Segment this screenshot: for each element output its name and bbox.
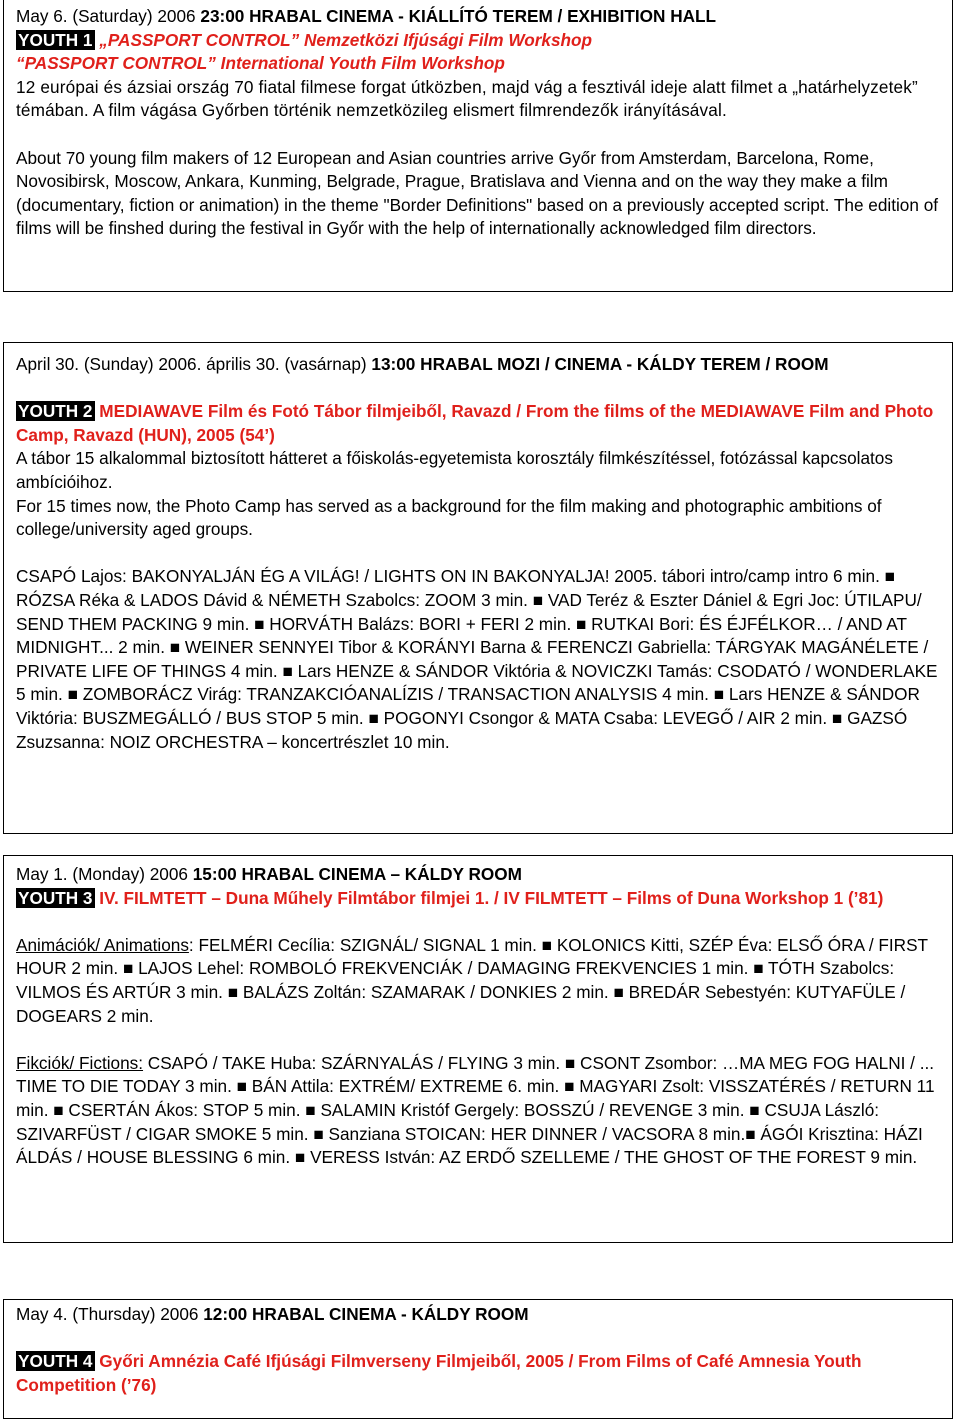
event-block-youth-3 bbox=[3, 855, 953, 1243]
event-time: 15:00 bbox=[192, 864, 237, 884]
event-date: May 6. (Saturday) 2006 bbox=[16, 6, 196, 26]
event-title: MEDIAWAVE Film és Fotó Tábor filmjeiből, Ravazd / From the films of the MEDIAWAVE Film and Photo Camp, Ravazd (HUN), 2005 (54’) bbox=[16, 401, 934, 445]
event-title: IV. FILMTETT – Duna Műhely Filmtábor filmjei 1. / IV FILMTETT – Films of Duna Workshop 1 (’81) bbox=[99, 887, 884, 908]
event-date: April 30. (Sunday) 2006. április 30. (vasárnap) bbox=[16, 354, 367, 374]
fictions-list: CSAPÓ / TAKE Huba: SZÁRNYALÁS / FLYING 3 min. ■ CSONT Zsombor: …MA MEG FOG HALNI / ... TIME TO DIE TODAY 3 min. ■ BÁN Attila: EXTRÉM/ EXTREME 6. min. ■ MAGYARI Zsolt: VISSZATÉRÉS / RETURN 11 min. ■ CSERTÁN Ákos: STOP 5 min. ■ SALAMIN Kristóf Gergely: BOSSZÚ / REVENGE 3 min. ■ CSUJA László: SZIVARFÜST / CIGAR SMOKE 5 min. ■ Sanziana STOICAN: HER DINNER / VACSORA 8 min.■ ÁGÓI Krisztina: HÁZI ÁLDÁS / HOUSE BLESSING 6 min. ■ VERESS István: AZ ERDŐ SZELLEME / THE GHOST OF THE FOREST 9 min. bbox=[16, 1052, 935, 1168]
animations-list: : FELMÉRI Cecília: SZIGNÁL/ SIGNAL 1 min. ■ KOLONICS Kitti, SZÉP Éva: ELSŐ ÓRA / FIRST HOUR 2 min. ■ LAJOS Lehel: ROMBOLÓ FREKVENCIÁK / DAMAGING FREKVENCIES 1 min. ■ TÓTH Szabolcs: VILMOS ÉS ARTÚR 3 min. ■ BALÁZS Zoltán: SZAMARAK / DONKIES 2 min. ■ BREDÁR Sebestyén: KUTYAFÜLE / DOGEARS 2 min. bbox=[16, 934, 928, 1026]
spacer bbox=[16, 377, 940, 401]
youth-tag: YOUTH 1 bbox=[18, 29, 93, 50]
event-date: May 4. (Thursday) 2006 bbox=[16, 1304, 199, 1324]
event-header bbox=[16, 863, 940, 887]
event-header bbox=[16, 5, 940, 29]
fictions-section bbox=[16, 1052, 940, 1170]
event-header bbox=[16, 353, 940, 377]
event-description-hu: 12 európai és ázsiai ország 70 fiatal filmese forgat útközben, majd vág a fesztivál ideje alatt filmet a „határhelyzetek” témában. A film vágása Győrben történik nemzetközileg elismert filmrendezők irányításával. bbox=[16, 76, 918, 121]
event-block-youth-1 bbox=[3, 0, 953, 292]
event-title-en: “PASSPORT CONTROL” International Youth Film Workshop bbox=[16, 53, 505, 74]
youth-tag: YOUTH 4 bbox=[18, 1351, 93, 1372]
event-venue: HRABAL CINEMA - KÁLDY ROOM bbox=[252, 1304, 529, 1324]
event-title-line bbox=[16, 1350, 940, 1397]
event-venue: HRABAL MOZI / CINEMA - KÁLDY TEREM / ROOM bbox=[420, 354, 829, 374]
event-title-line bbox=[16, 887, 940, 911]
event-description-en: About 70 young film makers of 12 European and Asian countries arrive Győr from Amsterdam, Barcelona, Rome, Novosibirsk, Moscow, Ankara, Kunming, Belgrade, Prague, Bratislava and Vienna and on the way they make a film (documentary, fiction or animation) in the theme "Border Definitions" based on a previously accepted script. The edition of films will be finshed during the festival in Győr with the help of internationally acknowledged film directors. bbox=[16, 147, 939, 239]
event-block-youth-4 bbox=[3, 1299, 953, 1419]
event-header bbox=[16, 1303, 940, 1327]
spacer bbox=[16, 1028, 940, 1052]
event-date: May 1. (Monday) 2006 bbox=[16, 864, 188, 884]
event-time: 13:00 bbox=[371, 354, 416, 374]
film-program: CSAPÓ Lajos: BAKONYALJÁN ÉG A VILÁG! / LIGHTS ON IN BAKONYALJA! 2005. tábori intro/camp intro 6 min. ■ RÓZSA Réka & LADOS Dávid & NÉMETH Szabolcs: ZOOM 3 min. ■ VAD Teréz & Eszter Dániel & Egri Joc: ÚTILAPU/ SEND THEM PACKING 9 min. ■ HORVÁTH Balázs: BORI + FERI 2 min. ■ RUTKAI Bori: ÉS ÉJFÉLKOR… / AND AT MIDNIGHT... 2 min. ■ WEINER SENNYEI Tibor & KORÁNYI Barna & FERENCZI Gabriella: TÁRGYAK MAGÁNÉLETE / PRIVATE LIFE OF THINGS 4 min. ■ Lars HENZE & SÁNDOR Viktória & NOVICZKI Tamás: CSODATÓ / WONDERLAKE 5 min. ■ ZOMBORÁCZ Virág: TRANZAKCIÓANALÍZIS / TRANSACTION ANALYSIS 4 min. ■ Lars HENZE & SÁNDOR Viktória: BUSZMEGÁLLÓ / BUS STOP 5 min. ■ POGONYI Csongor & MATA Csaba: LEVEGŐ / AIR 2 min. ■ GAZSÓ Zsuzsanna: NOIZ ORCHESTRA – koncertrészlet 10 min. bbox=[16, 566, 938, 752]
youth-tag: YOUTH 3 bbox=[18, 887, 93, 908]
event-time: 12:00 bbox=[203, 1304, 248, 1324]
fictions-label: Fikciók/ Fictions: bbox=[16, 1052, 144, 1073]
youth-tag: YOUTH 2 bbox=[18, 401, 93, 422]
event-venue: HRABAL CINEMA – KÁLDY ROOM bbox=[241, 864, 522, 884]
spacer bbox=[16, 542, 940, 566]
spacer bbox=[16, 1327, 940, 1351]
event-venue: HRABAL CINEMA - KIÁLLÍTÓ TEREM / EXHIBITION HALL bbox=[249, 6, 717, 26]
animations-label: Animációk/ Animations bbox=[16, 934, 189, 955]
spacer bbox=[16, 910, 940, 934]
event-title-hu: „PASSPORT CONTROL” Nemzetközi Ifjúsági Film Workshop bbox=[99, 29, 593, 50]
event-block-youth-2 bbox=[3, 342, 953, 834]
event-title-line bbox=[16, 29, 940, 53]
event-title: Győri Amnézia Café Ifjúsági Filmverseny Filmjeiből, 2005 / From Films of Café Amnesia Youth Competition (’76) bbox=[16, 1351, 862, 1395]
spacer bbox=[16, 123, 940, 147]
event-description-hu: A tábor 15 alkalommal biztosított hátteret a főiskolás-egyetemista korosztály filmkészítéssel, fotózással kapcsolatos ambícióihoz. bbox=[16, 448, 893, 492]
animations-section bbox=[16, 934, 940, 1028]
event-title-line bbox=[16, 400, 940, 447]
event-time: 23:00 bbox=[200, 6, 245, 26]
event-description-en: For 15 times now, the Photo Camp has served as a background for the film making and photographic ambitions of college/university aged groups. bbox=[16, 495, 882, 540]
